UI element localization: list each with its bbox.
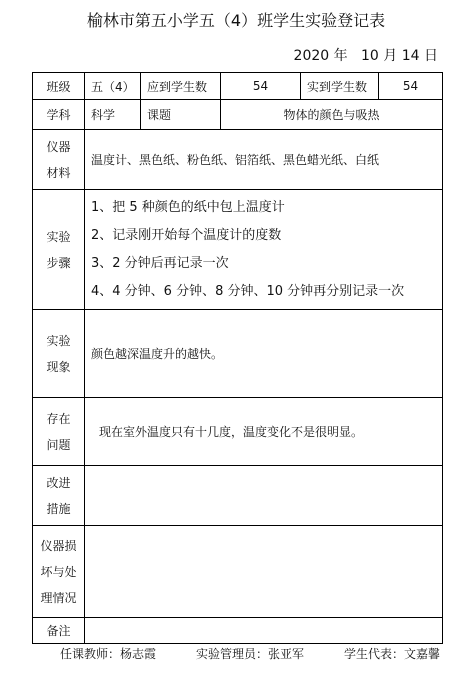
phenomenon-label: 实验 现象 bbox=[33, 310, 85, 398]
admin-signature: 实验管理员：张亚军 bbox=[195, 647, 304, 661]
row-improvements bbox=[33, 466, 443, 526]
problems-label: 存在 问题 bbox=[33, 398, 85, 466]
date-month-label: 月 bbox=[383, 48, 398, 64]
damage-value bbox=[85, 526, 443, 618]
remarks-label: 备注 bbox=[33, 618, 85, 644]
actual-students-value: 54 bbox=[379, 73, 443, 100]
phenomenon-value: 颜色越深温度升的越快。 bbox=[85, 310, 443, 398]
date-month: 10 bbox=[360, 48, 379, 64]
step-item: 3、2 分钟后再记录一次 bbox=[91, 255, 229, 271]
topic-label: 课题 bbox=[141, 100, 221, 130]
expected-students-value: 54 bbox=[221, 73, 301, 100]
improvements-value bbox=[85, 466, 443, 526]
row-instruments bbox=[33, 130, 443, 190]
experiment-record-table bbox=[32, 72, 443, 644]
damage-label: 仪器损 坏与处 理情况 bbox=[33, 526, 85, 618]
row-class bbox=[33, 73, 443, 100]
improvements-label: 改进 措施 bbox=[33, 466, 85, 526]
instruments-value: 温度计、黑色纸、粉色纸、铝箔纸、黑色蜡光纸、白纸 bbox=[85, 130, 443, 190]
expected-students-label: 应到学生数 bbox=[141, 73, 221, 100]
form-date bbox=[294, 45, 438, 65]
row-phenomenon bbox=[33, 310, 443, 398]
row-subject bbox=[33, 100, 443, 130]
step-item: 1、把 5 种颜色的纸中包上温度计 bbox=[91, 199, 285, 215]
date-day: 14 bbox=[401, 48, 420, 64]
row-steps bbox=[33, 190, 443, 310]
date-day-label: 日 bbox=[424, 48, 438, 64]
teacher-signature: 任课教师：杨志霞 bbox=[60, 647, 157, 661]
date-year-label: 年 bbox=[333, 48, 348, 64]
remarks-value bbox=[85, 618, 443, 644]
topic-value: 物体的颜色与吸热 bbox=[221, 100, 443, 130]
row-problems bbox=[33, 398, 443, 466]
date-year: 2020 bbox=[293, 48, 330, 64]
row-damage bbox=[33, 526, 443, 618]
class-label: 班级 bbox=[33, 73, 85, 100]
student-rep-signature: 学生代表：文嘉馨 bbox=[343, 647, 440, 661]
step-item: 4、4 分钟、6 分钟、8 分钟、10 分钟再分别记录一次 bbox=[91, 283, 405, 299]
steps-label: 实验 步骤 bbox=[33, 190, 85, 310]
problems-value: 现在室外温度只有十几度，温度变化不是很明显。 bbox=[85, 398, 443, 466]
steps-list bbox=[85, 190, 443, 310]
signature-footer bbox=[60, 645, 440, 662]
class-value: 五（4） bbox=[85, 73, 141, 100]
step-item: 2、记录刚开始每个温度计的度数 bbox=[91, 227, 282, 243]
subject-label: 学科 bbox=[33, 100, 85, 130]
form-title: 榆林市第五小学五（4）班学生实验登记表 bbox=[86, 11, 386, 30]
actual-students-label: 实到学生数 bbox=[301, 73, 379, 100]
subject-value: 科学 bbox=[85, 100, 141, 130]
instruments-label: 仪器 材料 bbox=[33, 130, 85, 190]
row-remarks bbox=[33, 618, 443, 644]
